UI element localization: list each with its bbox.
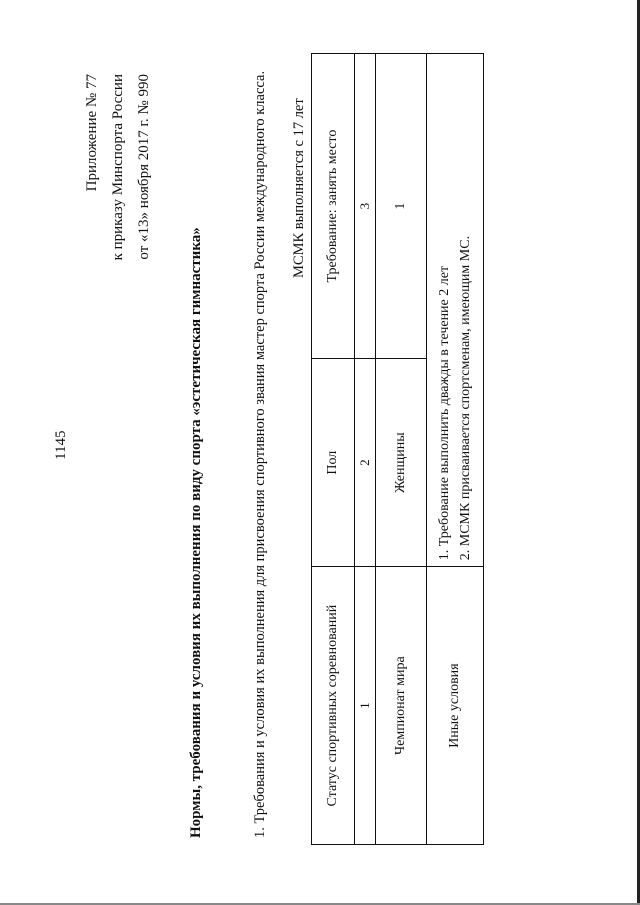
appendix-block — [79, 74, 157, 374]
rotated-document-page — [15, 18, 605, 878]
header-gender: Пол — [312, 359, 355, 567]
appendix-line-2: к приказу Минспорта России — [110, 74, 126, 261]
condition-item-1: 1. Требование выполнить дважды в течение 2 лет — [437, 265, 452, 561]
header-status: Статус спортивных соревнований — [312, 567, 355, 845]
appendix-line-1: Приложение № 77 — [84, 74, 100, 192]
cell-place: 1 — [376, 54, 427, 359]
column-number-1: 1 — [355, 567, 376, 845]
column-number-row — [355, 54, 376, 845]
conditions-text — [427, 54, 484, 567]
table-row — [376, 54, 427, 845]
intro-paragraph: 1. Требования и условия их выполнения для присвоения спортивного звания мастер спорта России международного класса. — [252, 70, 268, 838]
column-number-3: 3 — [355, 54, 376, 359]
table-header-row — [312, 54, 355, 845]
header-place: Требование: занять место — [312, 54, 355, 359]
msmk-age-note: МСМК выполняется с 17 лет — [291, 98, 307, 278]
appendix-line-3: от «13» ноября 2017 г. № 990 — [136, 74, 152, 260]
cell-gender: Женщины — [376, 359, 427, 567]
cell-status: Чемпионат мира — [376, 567, 427, 845]
document-title: Нормы, требования и условия их выполнения по виду спорта «эстетическая гимнастика» — [188, 227, 204, 838]
page-number: 1145 — [53, 430, 69, 460]
conditions-label: Иные условия — [427, 567, 484, 845]
norms-table — [311, 53, 484, 845]
column-number-2: 2 — [355, 359, 376, 567]
conditions-row — [427, 54, 484, 845]
condition-item-2: 2. МСМК присваивается спортсменам, имеющим МС. — [458, 235, 473, 561]
